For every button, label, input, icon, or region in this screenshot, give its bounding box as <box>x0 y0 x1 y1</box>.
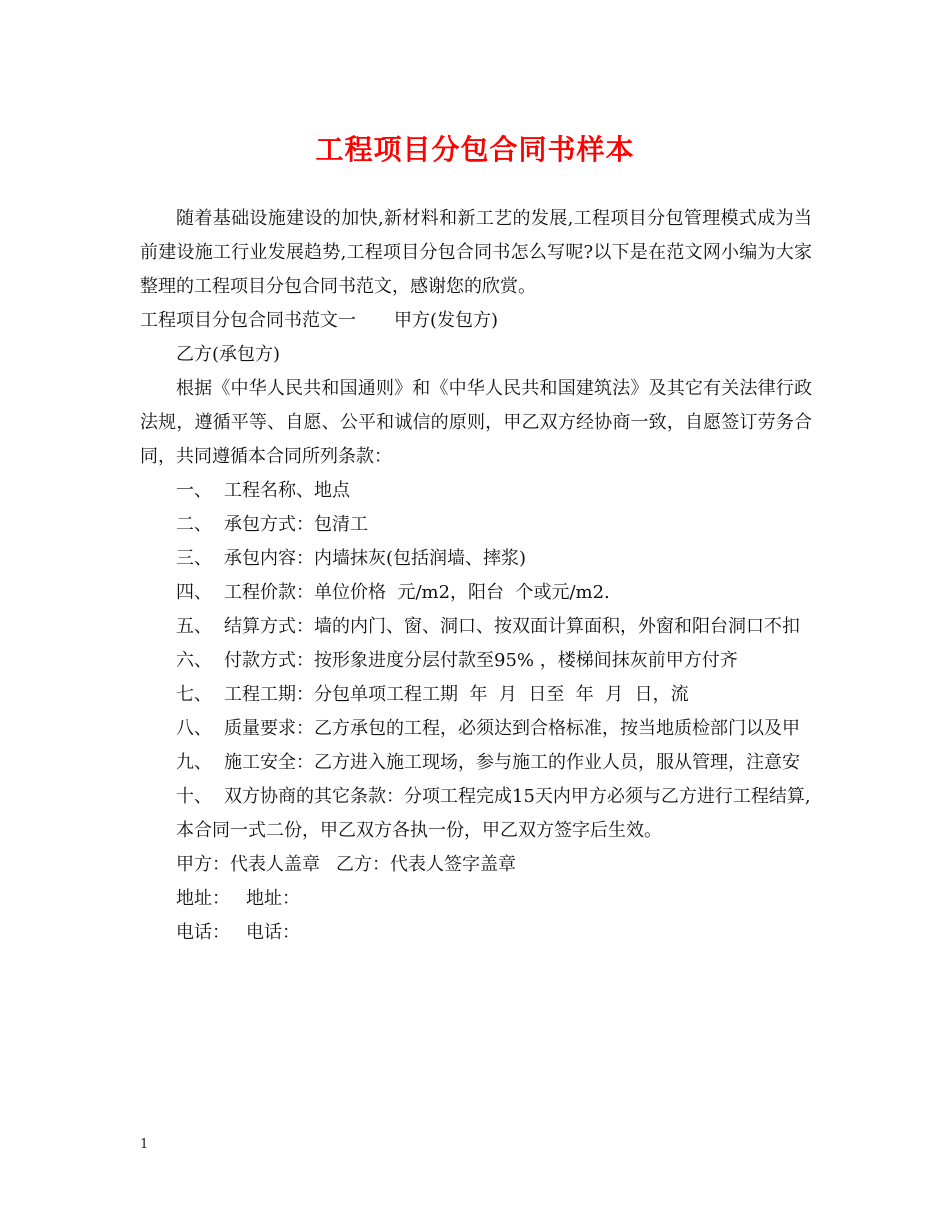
address-party-b: 地址： <box>246 888 300 909</box>
clause-text: 承包内容：内墙抹灰(包括润墙、摔浆) <box>224 548 527 569</box>
clause-number: 七、 <box>176 684 212 705</box>
signature-line <box>140 848 812 882</box>
page-number: 1 <box>140 1137 149 1152</box>
document-title: 工程项目分包合同书样本 <box>315 133 635 166</box>
clause-item <box>140 474 812 508</box>
clause-number: 十、 <box>176 786 212 807</box>
phone-party-a: 电话： <box>176 922 230 943</box>
intro-paragraph: 随着基础设施建设的加快,新材料和新工艺的发展,工程项目分包管理模式成为当前建设施工行业发展趋势,工程项目分包合同书怎么写呢?以下是在范文网小编为大家整理的工程项目分包合同书范文，感谢您的欣赏。 <box>140 208 812 297</box>
clause-number: 三、 <box>176 548 212 569</box>
clause-item <box>140 780 812 814</box>
address-party-a: 地址： <box>176 888 230 909</box>
clause-number: 八、 <box>176 718 212 739</box>
clause-text: 工程名称、地点 <box>224 480 350 501</box>
clause-text: 质量要求：乙方承包的工程，必须达到合格标准，按当地质检部门以及甲 <box>224 718 800 739</box>
clause-number: 六、 <box>176 650 212 671</box>
clause-item <box>140 678 812 712</box>
party-b-label: 乙方(承包方) <box>176 344 281 365</box>
clause-text: 双方协商的其它条款：分项工程完成15天内甲方必须与乙方进行工程结算, <box>224 786 811 807</box>
clause-item <box>140 542 812 576</box>
clause-item <box>140 712 812 746</box>
clause-item <box>140 610 812 644</box>
clause-number: 二、 <box>176 514 212 535</box>
clause-number: 四、 <box>176 582 212 603</box>
phone-line <box>140 916 812 950</box>
phone-party-b: 电话： <box>246 922 300 943</box>
clause-text: 工程价款：单位价格 元/m2，阳台 个或元/m2. <box>224 582 610 603</box>
clause-number: 一、 <box>176 480 212 501</box>
clause-number: 九、 <box>176 752 212 773</box>
clause-text: 工程工期：分包单项工程工期 年 月 日至 年 月 日，流 <box>224 684 689 705</box>
sample-heading: 工程项目分包合同书范文一 <box>140 310 356 331</box>
preamble-paragraph: 根据《中华人民共和国通则》和《中华人民共和国建筑法》及其它有关法律行政法规，遵循平等、自愿、公平和诚信的原则，甲乙双方经协商一致，自愿签订劳务合同，共同遵循本合同所列条款： <box>140 378 812 467</box>
clause-text: 施工安全：乙方进入施工现场，参与施工的作业人员，服从管理，注意安 <box>224 752 800 773</box>
signature-party-b: 乙方：代表人签字盖章 <box>336 854 516 875</box>
clause-number: 五、 <box>176 616 212 637</box>
clause-item <box>140 508 812 542</box>
clause-text: 付款方式：按形象进度分层付款至95% ，楼梯间抹灰前甲方付齐 <box>224 650 738 671</box>
clause-item <box>140 746 812 780</box>
copies-statement: 本合同一式二份，甲乙双方各执一份，甲乙双方签字后生效。 <box>176 820 662 841</box>
document-body <box>140 202 812 950</box>
party-a-label: 甲方(发包方) <box>394 310 499 331</box>
clause-text: 结算方式：墙的内门、窗、洞口、按双面计算面积，外窗和阳台洞口不扣 <box>224 616 800 637</box>
clause-text: 承包方式：包清工 <box>224 514 368 535</box>
clause-item <box>140 644 812 678</box>
sample-heading-line <box>140 304 812 338</box>
signature-party-a: 甲方：代表人盖章 <box>176 854 320 875</box>
clause-item <box>140 576 812 610</box>
address-line <box>140 882 812 916</box>
